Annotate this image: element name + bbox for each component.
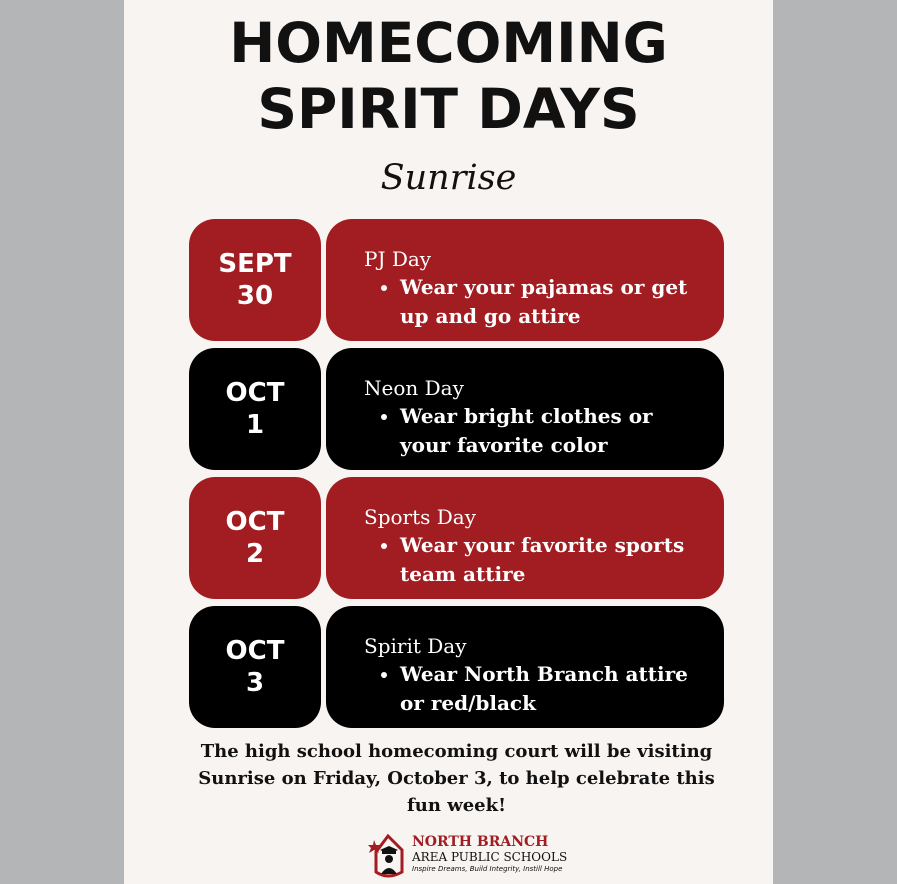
- detail-box: [326, 606, 724, 728]
- detail-box: [326, 477, 724, 599]
- date-month: OCT: [225, 636, 285, 666]
- logo-name-line-1: NORTH BRANCH: [412, 834, 549, 850]
- homecoming-court-note: The high school homecoming court will be visiting Sunrise on Friday, October 3, to help celebrate this fun week!: [198, 741, 715, 816]
- title-line-1: HOMECOMING: [229, 11, 668, 75]
- day-theme-title: Sports Day: [364, 505, 477, 529]
- day-theme-item: • Wear your favorite sports team attire: [400, 531, 704, 589]
- school-subtitle: Sunrise: [380, 158, 517, 198]
- day-theme-list: [364, 273, 704, 331]
- date-day: 2: [245, 539, 265, 569]
- detail-box: [326, 348, 724, 470]
- day-theme-list: [364, 402, 704, 460]
- day-theme-list: [364, 531, 704, 589]
- date-day: 3: [245, 668, 265, 698]
- date-day: 30: [236, 281, 274, 311]
- detail-box: [326, 219, 724, 341]
- day-row-sept-30: [189, 219, 724, 343]
- day-theme-title: Spirit Day: [364, 634, 467, 658]
- day-theme-list: [364, 660, 704, 718]
- date-month: OCT: [225, 378, 285, 408]
- date-month: OCT: [225, 507, 285, 537]
- day-row-oct-2: [189, 477, 724, 601]
- district-logo: [368, 832, 568, 882]
- logo-tagline: Inspire Dreams, Build Integrity, Instill Hope: [412, 865, 563, 873]
- day-theme-item: • Wear North Branch attire or red/black: [400, 660, 704, 718]
- date-box: [189, 606, 321, 728]
- spirit-days-list: [189, 219, 724, 730]
- day-theme-title: Neon Day: [364, 376, 464, 400]
- logo-text: [412, 834, 568, 874]
- title-line-2: SPIRIT DAYS: [257, 77, 640, 141]
- date-box: [189, 477, 321, 599]
- day-row-oct-1: [189, 348, 724, 472]
- graduate-star-logo-icon: [368, 832, 408, 882]
- day-theme-item: • Wear your pajamas or get up and go attire: [400, 273, 704, 331]
- date-month: SEPT: [218, 249, 292, 279]
- page-title: [124, 10, 773, 142]
- day-theme-title: PJ Day: [364, 247, 432, 271]
- date-day: 1: [245, 410, 265, 440]
- flyer-page: [124, 0, 773, 884]
- day-row-oct-3: [189, 606, 724, 730]
- date-box: [189, 219, 321, 341]
- date-box: [189, 348, 321, 470]
- day-theme-item: • Wear bright clothes or your favorite color: [400, 402, 704, 460]
- logo-name-line-2: AREA PUBLIC SCHOOLS: [412, 850, 568, 864]
